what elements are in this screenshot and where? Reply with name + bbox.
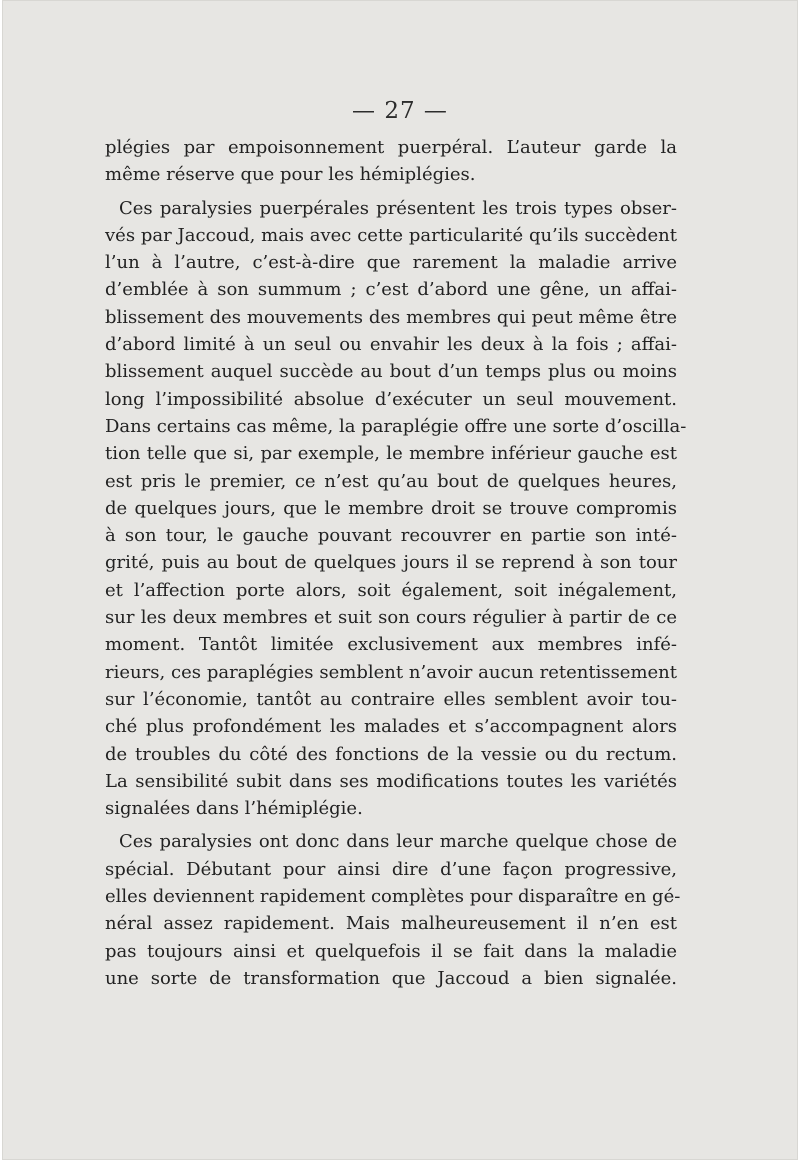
text-line: grité, puis au bout de quelques jours il se reprend à son tour (105, 552, 677, 574)
book-page (2, 0, 798, 1160)
text-line: sur l’économie, tantôt au contraire elles semblent avoir tou- (105, 688, 677, 710)
text-line: rieurs, ces paraplégies semblent n’avoir aucun retentissement (105, 661, 677, 683)
page-number: — 27 — (352, 98, 448, 124)
text-line: et l’affection porte alors, soit également, soit inégalement, (105, 579, 677, 601)
text-line: La sensibilité subit dans ses modifications toutes les variétés (105, 770, 677, 792)
paragraph-1 (105, 134, 677, 189)
text-line: est pris le premier, ce n’est qu’au bout de quelques heures, (105, 470, 677, 492)
text-line: l’un à l’autre, c’est-à-dire que rarement la maladie arrive (105, 252, 677, 274)
text-line: blissement des mouvements des membres qui peut même être (105, 306, 677, 328)
text-line: d’emblée à son summum ; c’est d’abord une gêne, un affai- (105, 279, 677, 301)
text-line: même réserve que pour les hémiplégies. (105, 164, 476, 186)
body-text (105, 134, 687, 992)
text-line: néral assez rapidement. Mais malheureusement il n’en est (105, 913, 677, 935)
text-line: vés par Jaccoud, mais avec cette particularité qu’ils succèdent (105, 224, 677, 246)
paragraph-3 (105, 828, 681, 992)
text-line: spécial. Débutant pour ainsi dire d’une façon progressive, (105, 858, 677, 880)
text-line: Dans certains cas même, la paraplégie offre une sorte d’oscilla- (105, 415, 687, 437)
text-line: une sorte de transformation que Jaccoud a bien signalée. (105, 967, 677, 989)
text-line: à son tour, le gauche pouvant recouvrer en partie son inté- (105, 525, 677, 547)
text-line: elles deviennent rapidement complètes pour disparaître en gé- (105, 886, 681, 908)
text-line: d’abord limité à un seul ou envahir les deux à la fois ; affai- (105, 334, 677, 356)
text-line: ché plus profondément les malades et s’accompagnent alors (105, 716, 677, 738)
text-line: long l’impossibilité absolue d’exécuter un seul mouvement. (105, 388, 677, 410)
text-line: plégies par empoisonnement puerpéral. L’auteur garde la (105, 137, 677, 158)
paragraph-2 (105, 195, 687, 823)
text-line: Ces paralysies puerpérales présentent les trois types obser- (119, 197, 677, 219)
text-line: de troubles du côté des fonctions de la vessie ou du rectum. (105, 743, 677, 765)
text-line: sur les deux membres et suit son cours régulier à partir de ce (105, 607, 677, 629)
text-line: tion telle que si, par exemple, le membre inférieur gauche est (105, 443, 677, 465)
text-line: de quelques jours, que le membre droit se trouve compromis (105, 497, 677, 519)
text-line: moment. Tantôt limitée exclusivement aux membres infé- (105, 634, 677, 656)
text-line: Ces paralysies ont donc dans leur marche quelque chose de (119, 831, 677, 853)
text-line: pas toujours ainsi et quelquefois il se fait dans la maladie (105, 940, 677, 962)
text-line: signalées dans l’hémiplégie. (105, 798, 363, 820)
text-line: blissement auquel succède au bout d’un temps plus ou moins (105, 361, 677, 383)
